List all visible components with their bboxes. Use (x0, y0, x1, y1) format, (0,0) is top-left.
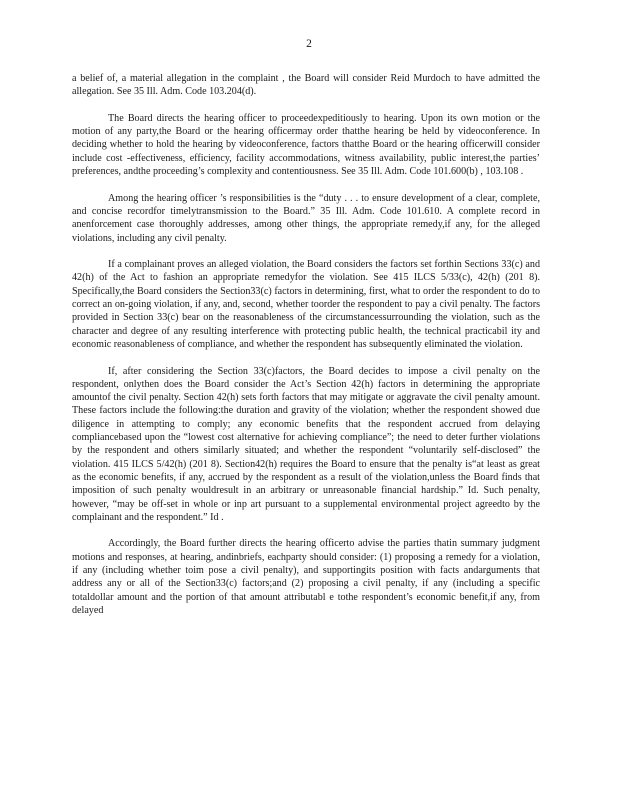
paragraph-parties-directive: Accordingly, the Board further directs the hearing officerto advise the parties thatin summary judgment motions and responses, at hearing, andinbriefs, eachparty should consider: (1) proposing a remedy for a violation, if any (including whether toim pose a civil penalty), and supportingits position with facts andarguments that address any or all of the Section33(c) factors;and (2) proposing a civil penalty, if any (including a specific totaldollar amount and the portion of that amount attributabl e tothe respondent’s economic benefit,if any, from delayed (72, 538, 540, 616)
paragraph-section-42h-factors: If, after considering the Section 33(c)factors, the Board decides to impose a civil penalty on the respondent, onlythen does the Board consider the Act’s Section 42(h) factors in determining the appropriate amountof the civil penalty. Section 42(h) sets forth factors that may mitigate or aggravate the civil penalty amount. These factors include the following:the duration and gravity of the violation; whether the respondent showed due diligence in attempting to comply; any economic benefits that the respondent accrued from delaying compliancebased upon the “lowest cost alternative for achieving compliance”; the need to deter further violations by the respondent and others similarly situated; and whether the respondent “voluntarily self-disclosed” the violation. 415 ILCS 5/42(h) (201 8). Section42(h) requires the Board to ensure that the penalty is“at least as great as the economic benefits, if any, accrued by the respondent as a result of the violation,unless the Board finds that imposition of such penalty wouldresult in an arbitrary or unreasonable financial hardship.” Id. Such penalty, however, “may be off-set in whole or inp art pursuant to a supplemental environmental project agreedto by the complainant and the respondent.” Id . (72, 365, 540, 523)
paragraph-admitted-allegation: a belief of, a material allegation in the complaint , the Board will consider Reid Murdoch to have admitted the allegation. See 35 Ill. Adm. Code 103.204(d). (72, 73, 540, 98)
paragraph-hearing-officer-duties: Among the hearing officer ’s responsibilities is the “duty . . . to ensure development of a clear, complete, and concise recordfor timelytransmission to the Board.” 35 Ill. Adm. Code 101.610. A complete record in anenforcement case thoroughly addresses, among other things, the appropriate remedy,if any, for the alleged violations, including any civil penalty. (72, 192, 540, 244)
paragraph-hearing-directive: The Board directs the hearing officer to proceedexpeditiously to hearing. Upon its own motion or the motion of any party,the Board or the hearing officermay order thatthe hearing be held by videoconference. In deciding whether to hold the hearing by videoconference, factors thatthe Board or the hearing officerwill consider include cost -effectiveness, efficiency, facility accommodations, witness availability, public interest,the parties’ preferences, andthe proceeding’s complexity and contentiousness. See 35 Ill. Adm. Code 101.600(b) , 103.108 . (72, 112, 540, 178)
paragraph-section-33c-factors: If a complainant proves an alleged violation, the Board considers the factors set forthin Sections 33(c) and 42(h) of the Act to fashion an appropriate remedyfor the violation. See 415 ILCS 5/33(c), 42(h) (201 8). Specifically,the Board considers the Section33(c) factors in determining, first, what to order the respondent to do to correct an on-going violation, if any, and, second, whether toorder the respondent to pay a civil penalty. The factors provided in Section 33(c) bear on the reasonableness of the circumstancessurrounding the violation, such as the character and degree of any resulting interference with protecting public health, the technical practicabil ity and economic reasonableness of compliance, and whether the respondent has subsequently eliminated the violation. (72, 259, 540, 350)
page-number: 2 (306, 38, 312, 50)
body-text (72, 72, 540, 617)
